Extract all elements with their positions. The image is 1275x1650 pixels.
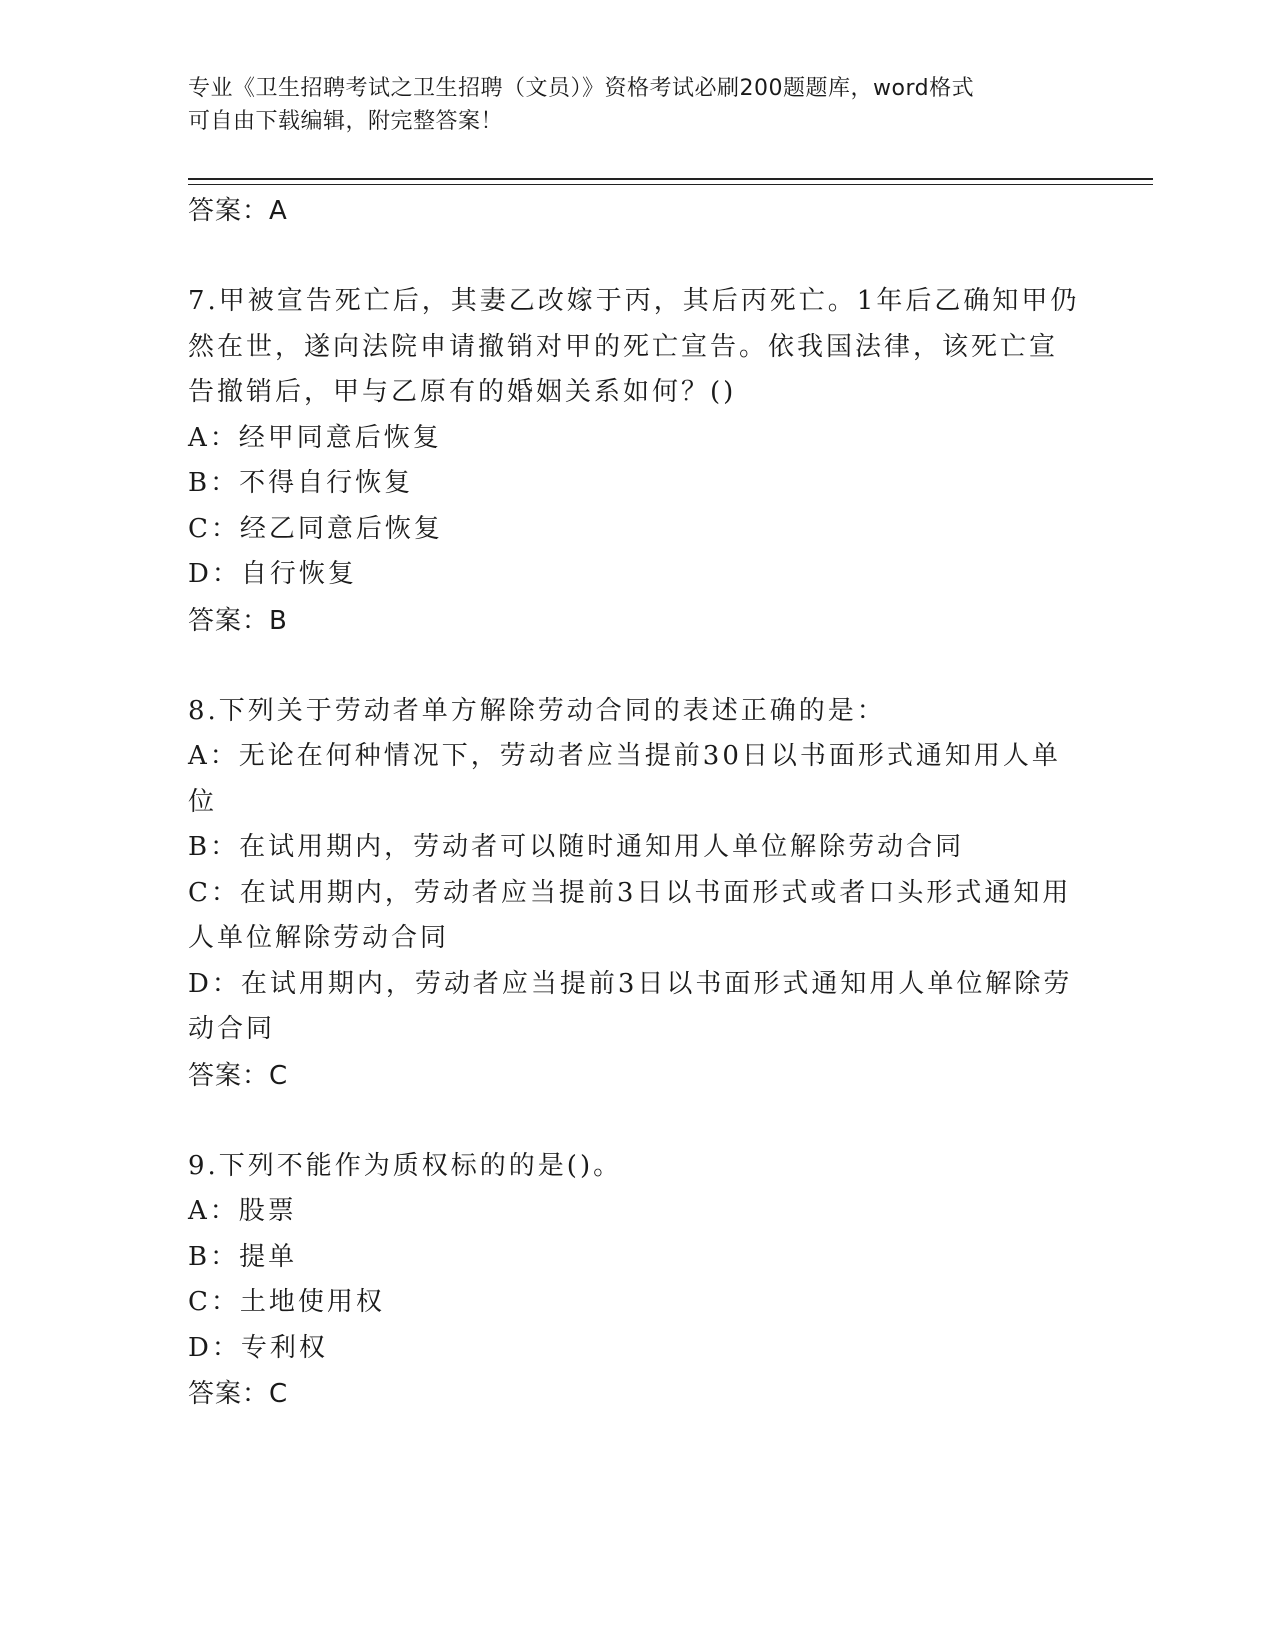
question-8 — [188, 689, 1088, 1053]
spacer — [188, 1099, 1088, 1144]
question-8-option-b: B：在试用期内，劳动者可以随时通知用人单位解除劳动合同 — [188, 832, 965, 862]
question-9-option-d: D：专利权 — [188, 1332, 328, 1363]
question-8-option-a-line-2: 位 — [188, 786, 218, 817]
answer-q7: 答案：B — [188, 605, 288, 636]
question-9 — [188, 1144, 1088, 1372]
answer-q6: 答案：A — [188, 196, 288, 226]
question-9-option-c: C：土地使用权 — [188, 1287, 385, 1317]
answer-q9: 答案：C — [188, 1379, 289, 1409]
question-8-stem: 8.下列关于劳动者单方解除劳动合同的表述正确的是： — [188, 695, 886, 726]
question-7 — [188, 279, 1088, 598]
question-8-option-c-line-1: C：在试用期内，劳动者应当提前3日以书面形式或者口头形式通知用 — [188, 877, 1072, 908]
document-header — [188, 72, 1088, 138]
answer-q8: 答案：C — [188, 1060, 289, 1091]
header-line-1: 专业《卫生招聘考试之卫生招聘（文员）》资格考试必刷200题题库，word格式 — [188, 76, 975, 101]
question-7-option-a: A：经甲同意后恢复 — [188, 422, 442, 453]
header-rule-thin — [188, 184, 1153, 185]
header-line-2: 可自由下载编辑，附完整答案！ — [188, 109, 504, 134]
document-body — [188, 188, 1088, 1417]
question-7-option-b: B：不得自行恢复 — [188, 468, 414, 498]
question-7-option-d: D：自行恢复 — [188, 559, 357, 589]
spacer — [188, 234, 1088, 279]
question-7-line-1: 7.甲被宣告死亡后，其妻乙改嫁于丙，其后丙死亡。1年后乙确知甲仍 — [188, 286, 1080, 316]
question-9-option-b: B：提单 — [188, 1241, 298, 1272]
question-7-line-2: 然在世，遂向法院申请撤销对甲的死亡宣告。依我国法律，该死亡宣 — [188, 331, 1059, 362]
header-rule-thick — [188, 178, 1153, 180]
question-8-option-d-line-2: 动合同 — [188, 1014, 276, 1044]
question-9-option-a: A：股票 — [188, 1196, 297, 1226]
question-8-option-d-line-1: D：在试用期内，劳动者应当提前3日以书面形式通知用人单位解除劳 — [188, 968, 1073, 999]
question-7-line-3: 告撤销后，甲与乙原有的婚姻关系如何？() — [188, 377, 737, 407]
question-9-stem: 9.下列不能作为质权标的的是()。 — [188, 1150, 623, 1181]
question-8-option-a-line-1: A：无论在何种情况下，劳动者应当提前30日以书面形式通知用人单 — [188, 741, 1061, 771]
spacer — [188, 644, 1088, 689]
question-8-option-c-line-2: 人单位解除劳动合同 — [188, 923, 450, 953]
question-7-option-c: C：经乙同意后恢复 — [188, 513, 443, 544]
